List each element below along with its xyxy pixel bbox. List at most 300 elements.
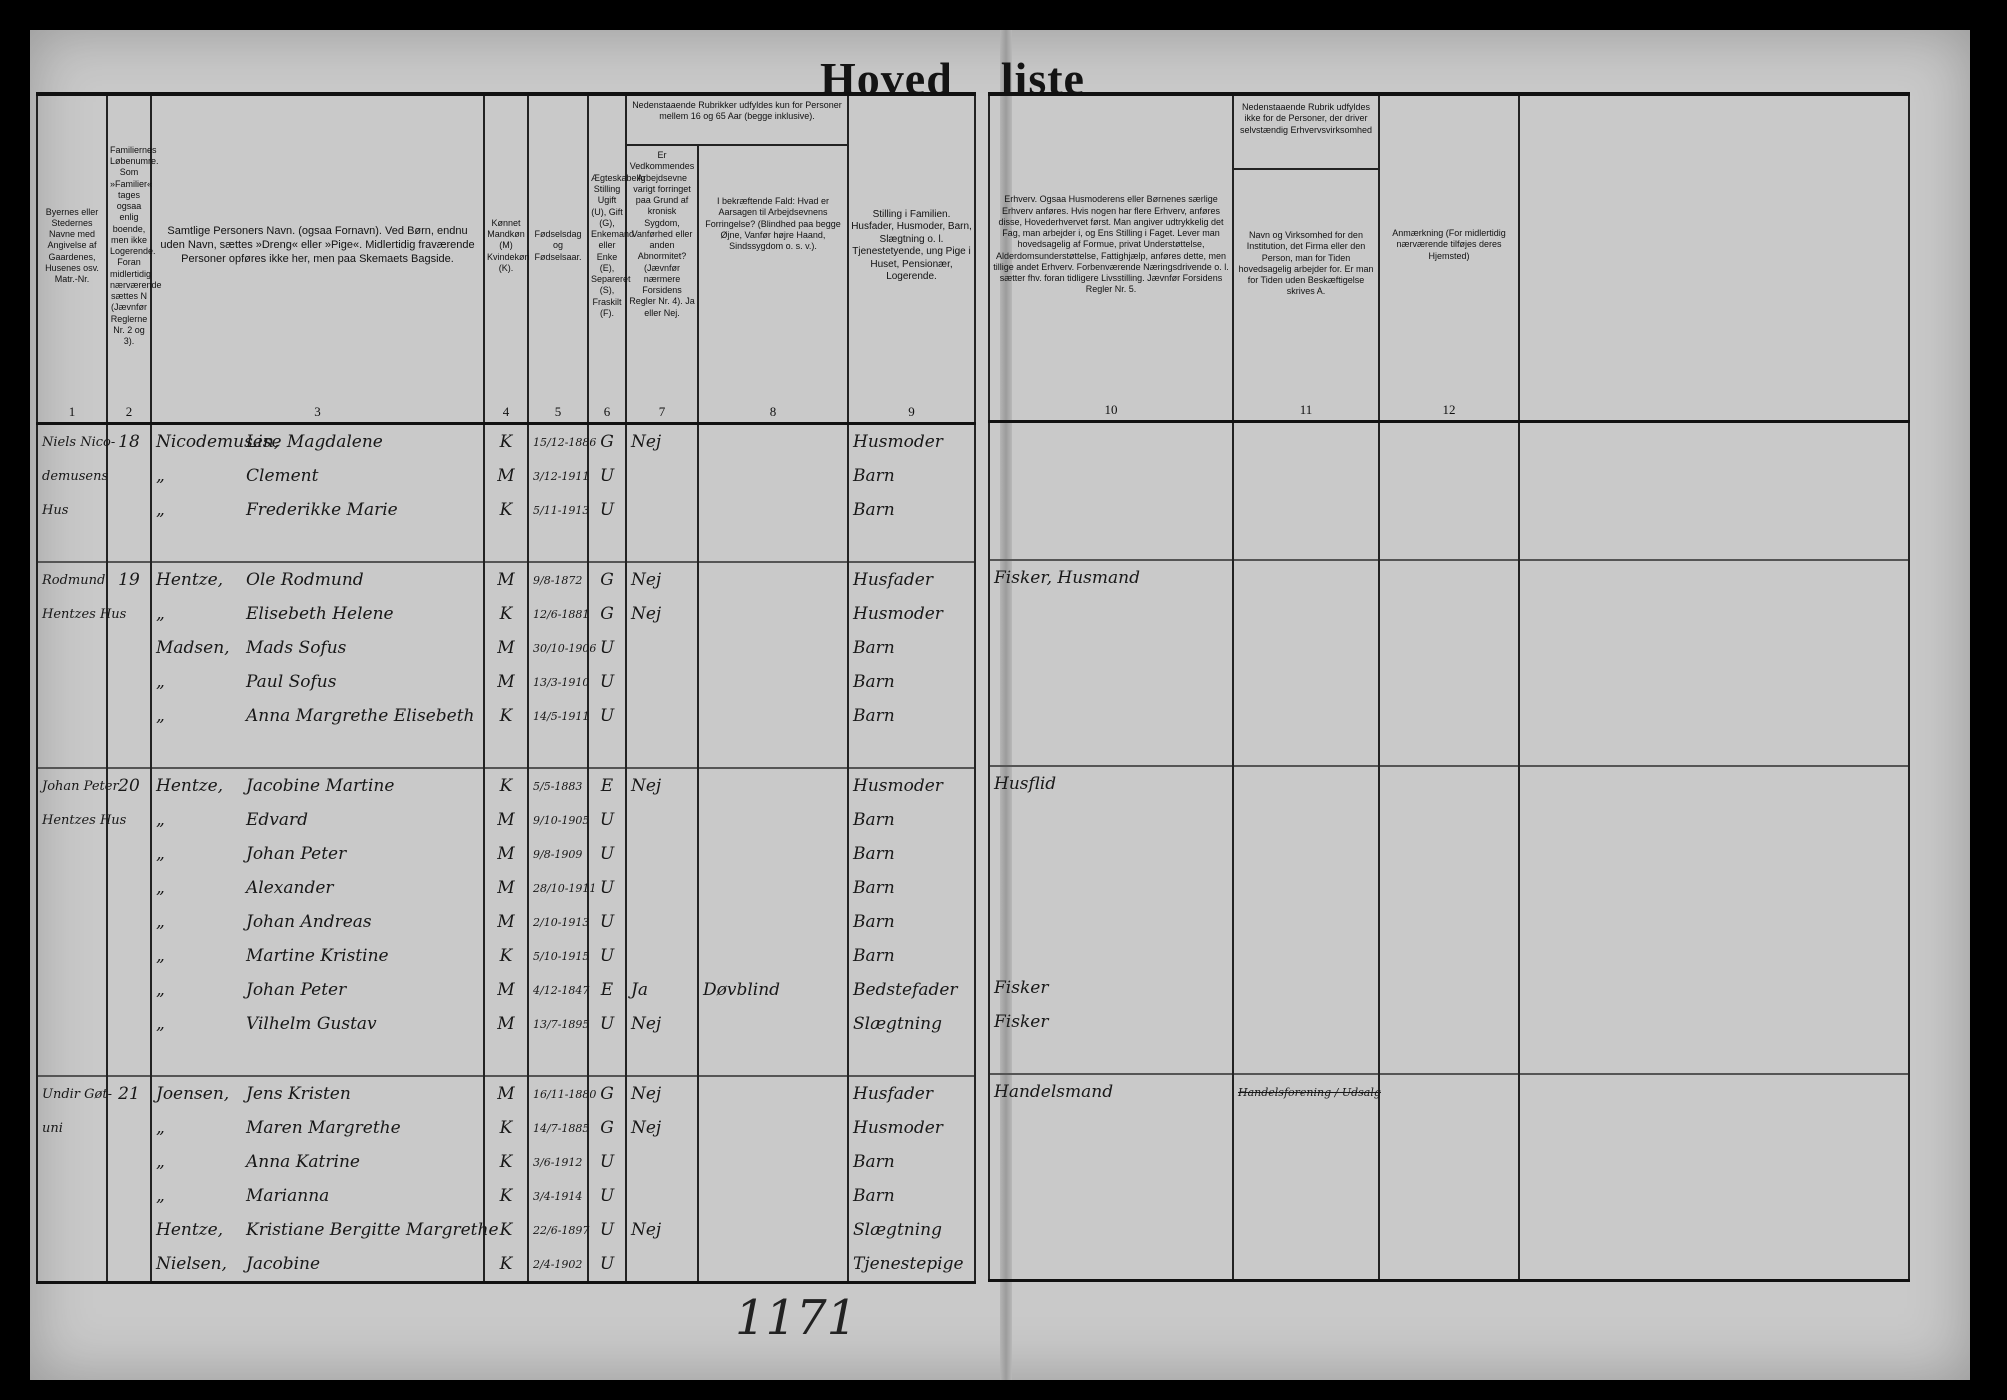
person-row-right	[989, 422, 1909, 458]
occupation-cell: Handelsmand	[989, 1074, 1233, 1109]
sex-cell: M	[484, 803, 528, 837]
person-row-right	[989, 869, 1909, 903]
work-ability-cell	[626, 939, 698, 973]
disability-cause-cell	[698, 699, 848, 733]
surname: „	[156, 672, 165, 692]
family-position-cell: Husfader	[848, 562, 975, 597]
remark-cell	[1379, 697, 1519, 731]
sex-cell: K	[484, 1179, 528, 1213]
header-blank	[1519, 94, 1909, 394]
name-cell	[151, 733, 484, 768]
person-row-right	[989, 1074, 1909, 1109]
employer-cell	[1233, 595, 1379, 629]
person-row-right	[989, 937, 1909, 971]
surname: Nicodemusen,	[156, 432, 280, 452]
person-row	[37, 803, 975, 837]
remark-cell	[1379, 731, 1519, 766]
civil-status-cell: E	[588, 768, 626, 803]
sex-cell: K	[484, 1111, 528, 1145]
disability-cause-cell	[698, 1213, 848, 1247]
civil-status-cell: U	[588, 493, 626, 527]
person-row	[37, 597, 975, 631]
remark-cell	[1379, 422, 1519, 458]
disability-cause-cell	[698, 1111, 848, 1145]
employer-cell	[1233, 1211, 1379, 1245]
occupation-cell	[989, 1109, 1233, 1143]
occupation-cell	[989, 835, 1233, 869]
given-names: Clement	[246, 466, 319, 486]
work-ability-cell: Nej	[626, 597, 698, 631]
name-cell	[151, 493, 484, 527]
header-col-8: I bekræftende Fald: Hvad er Aarsagen til Arbejdsevnens Forringelse? (Blindhed paa begge Øjne, Vanfør højre Haand, Sindssygdom o. s. v.).	[705, 196, 841, 251]
sex-cell: K	[484, 1213, 528, 1247]
given-names: Mads Sofus	[246, 638, 347, 658]
place-cell: Niels Nico-	[37, 424, 107, 460]
civil-status-cell: U	[588, 837, 626, 871]
civil-status-cell: U	[588, 459, 626, 493]
civil-status-cell	[588, 733, 626, 768]
birth-date-cell: 4/12-1847	[528, 973, 588, 1007]
remark-cell	[1379, 766, 1519, 801]
family-number-cell	[107, 1041, 151, 1076]
birth-date-cell: 15/12-1886	[528, 424, 588, 460]
family-position-cell: Husmoder	[848, 597, 975, 631]
surname: Hentze,	[156, 776, 224, 796]
surname: Hentze,	[156, 570, 224, 590]
family-number-cell	[107, 1145, 151, 1179]
sex-cell: M	[484, 871, 528, 905]
name-cell	[151, 973, 484, 1007]
surname: „	[156, 604, 165, 624]
col-num-3: 3	[151, 396, 484, 424]
employer-cell	[1233, 731, 1379, 766]
employer-cell	[1233, 869, 1379, 903]
register-rows-left	[37, 424, 975, 1283]
blank-cell	[1519, 491, 1909, 525]
place-cell	[37, 1041, 107, 1076]
disability-cause-cell	[698, 768, 848, 803]
family-position-cell: Barn	[848, 631, 975, 665]
birth-date-cell: 5/11-1913	[528, 493, 588, 527]
surname: „	[156, 878, 165, 898]
work-ability-cell	[626, 631, 698, 665]
remark-cell	[1379, 629, 1519, 663]
birth-date-cell: 3/6-1912	[528, 1145, 588, 1179]
name-cell	[151, 871, 484, 905]
person-row-right	[989, 1245, 1909, 1281]
employer-cell	[1233, 1109, 1379, 1143]
civil-status-cell: U	[588, 665, 626, 699]
remark-cell	[1379, 491, 1519, 525]
sex-cell: K	[484, 1247, 528, 1283]
family-number-cell	[107, 459, 151, 493]
sex-cell: K	[484, 597, 528, 631]
birth-date-cell: 22/6-1897	[528, 1213, 588, 1247]
birth-date-cell: 30/10-1906	[528, 631, 588, 665]
occupation-cell	[989, 422, 1233, 458]
disability-cause-cell	[698, 562, 848, 597]
birth-date-cell: 2/10-1913	[528, 905, 588, 939]
person-row-right	[989, 457, 1909, 491]
sex-cell: M	[484, 905, 528, 939]
register-table-left	[36, 92, 976, 1284]
family-number-cell: 20	[107, 768, 151, 803]
birth-date-cell: 2/4-1902	[528, 1247, 588, 1283]
blank-cell	[1519, 663, 1909, 697]
person-row	[37, 631, 975, 665]
work-ability-cell: Ja	[626, 973, 698, 1007]
occupation-cell	[989, 801, 1233, 835]
remark-cell	[1379, 869, 1519, 903]
name-cell	[151, 803, 484, 837]
given-names: Lise Magdalene	[246, 432, 383, 452]
sex-cell: K	[484, 768, 528, 803]
family-number-cell	[107, 837, 151, 871]
person-row	[37, 837, 975, 871]
occupation-cell	[989, 491, 1233, 525]
given-names: Anna Katrine	[246, 1152, 360, 1172]
register-table-right	[988, 92, 1910, 1282]
birth-date-cell: 9/8-1872	[528, 562, 588, 597]
birth-date-cell	[528, 733, 588, 768]
blank-cell	[1519, 1005, 1909, 1039]
blank-cell	[1519, 422, 1909, 458]
family-number-cell	[107, 631, 151, 665]
surname: „	[156, 466, 165, 486]
col-num-11: 11	[1233, 394, 1379, 422]
employer-cell	[1233, 525, 1379, 560]
sex-cell: M	[484, 837, 528, 871]
sex-cell: M	[484, 631, 528, 665]
civil-status-cell: U	[588, 699, 626, 733]
family-number-cell	[107, 939, 151, 973]
work-ability-cell	[626, 1247, 698, 1283]
birth-date-cell: 13/3-1910	[528, 665, 588, 699]
birth-date-cell: 14/5-1911	[528, 699, 588, 733]
employer-cell	[1233, 937, 1379, 971]
given-names: Kristiane Bergitte Margrethe	[246, 1220, 499, 1240]
work-ability-cell	[626, 871, 698, 905]
surname: Madsen,	[156, 638, 230, 658]
work-ability-cell	[626, 733, 698, 768]
civil-status-cell: U	[588, 1007, 626, 1041]
header-col-11-span: Nedenstaaende Rubrik udfyldes ikke for de Personer, der driver selvstændig Erhvervsvirksomhed	[1234, 96, 1378, 170]
place-cell	[37, 1247, 107, 1283]
birth-date-cell: 5/5-1883	[528, 768, 588, 803]
remark-cell	[1379, 1005, 1519, 1039]
blank-cell	[1519, 1211, 1909, 1245]
given-names: Jacobine	[246, 1254, 321, 1274]
blank-cell	[1519, 937, 1909, 971]
given-names: Vilhelm Gustav	[246, 1014, 377, 1034]
col-num-2: 2	[107, 396, 151, 424]
employer-cell	[1233, 1039, 1379, 1074]
sex-cell: K	[484, 493, 528, 527]
disability-cause-cell	[698, 1145, 848, 1179]
sex-cell: K	[484, 424, 528, 460]
person-row-right	[989, 1109, 1909, 1143]
surname: Nielsen,	[156, 1254, 227, 1274]
work-ability-cell	[626, 493, 698, 527]
person-row	[37, 1247, 975, 1283]
remark-cell	[1379, 1039, 1519, 1074]
col-num-12: 12	[1379, 394, 1519, 422]
place-cell: Hus	[37, 493, 107, 527]
remark-cell	[1379, 525, 1519, 560]
person-row-right	[989, 801, 1909, 835]
surname: „	[156, 912, 165, 932]
employer-cell	[1233, 663, 1379, 697]
surname: „	[156, 1152, 165, 1172]
family-position-cell: Bedstefader	[848, 973, 975, 1007]
header-col-78-span: Nedenstaaende Rubrikker udfyldes kun for Personer mellem 16 og 65 Aar (begge inklusive).	[627, 96, 847, 146]
name-cell	[151, 1213, 499, 1247]
work-ability-cell: Nej	[626, 768, 698, 803]
person-row-right	[989, 629, 1909, 663]
family-number-cell	[107, 1179, 151, 1213]
header-col-10: Erhverv. Ogsaa Husmoderens eller Børnenes særlige Erhverv anføres. Hvis nogen har flere Erhverv, anføres disse, Hovederhvervet først. Man angiver udtrykkelig det Fag, man arbejder i, og Ens Stilling i Faget. Lever man hovedsagelig af Formue, privat Understøttelse, Alderdomsunderstøttelse, Fattighjælp, anføres dette, men tillige andet Erhverv. Forbenværende Næringsdrivende o. l. sætter fhv. foran tidligere Livsstilling. Jævnfør Forsidens Regler Nr. 5.	[989, 94, 1233, 394]
surname: „	[156, 980, 165, 1000]
place-cell	[37, 1179, 107, 1213]
family-number-cell	[107, 871, 151, 905]
place-cell	[37, 837, 107, 871]
sex-cell: M	[484, 1007, 528, 1041]
family-number-cell: 21	[107, 1076, 151, 1111]
blank-cell	[1519, 971, 1909, 1005]
family-position-cell: Barn	[848, 837, 975, 871]
family-position-cell: Barn	[848, 699, 975, 733]
given-names: Maren Margrethe	[246, 1118, 401, 1138]
civil-status-cell: G	[588, 562, 626, 597]
disability-cause-cell	[698, 1247, 848, 1283]
civil-status-cell: G	[588, 424, 626, 460]
place-cell: demusens	[37, 459, 107, 493]
remark-cell	[1379, 560, 1519, 595]
occupation-cell	[989, 937, 1233, 971]
person-row-right	[989, 1211, 1909, 1245]
name-cell	[151, 631, 484, 665]
header-col-2: Familiernes Løbenumre. Som »Familier« tages ogsaa enlig boende, men ikke Logerende. Foran midlertidig nærværende sættes N (Jævnfør Reglerne Nr. 2 og 3).	[107, 94, 151, 396]
birth-date-cell: 12/6-1881	[528, 597, 588, 631]
name-cell	[151, 1145, 484, 1179]
blank-cell	[1519, 1109, 1909, 1143]
person-row-right	[989, 766, 1909, 801]
civil-status-cell: G	[588, 597, 626, 631]
person-row	[37, 1111, 975, 1145]
blank-cell	[1519, 1177, 1909, 1211]
person-row	[37, 527, 975, 562]
family-position-cell: Barn	[848, 665, 975, 699]
person-row-right	[989, 697, 1909, 731]
name-cell	[151, 1076, 484, 1111]
place-cell	[37, 631, 107, 665]
birth-date-cell: 13/7-1895	[528, 1007, 588, 1041]
birth-date-cell: 14/7-1885	[528, 1111, 588, 1145]
header-col-11: Navn og Virksomhed for den Institution, det Firma eller den Person, man for Tiden hovedsagelig arbejder for. Er man for Tiden uden Beskæftigelse skrives A.	[1238, 230, 1374, 297]
family-position-cell: Barn	[848, 493, 975, 527]
col-num-blank	[1519, 394, 1909, 422]
person-row	[37, 1145, 975, 1179]
blank-cell	[1519, 1074, 1909, 1109]
occupation-cell	[989, 903, 1233, 937]
col-num-8: 8	[698, 396, 848, 424]
blank-cell	[1519, 766, 1909, 801]
title-right: liste	[1000, 53, 1085, 104]
surname: Hentze,	[156, 1220, 224, 1240]
occupation-cell	[989, 663, 1233, 697]
civil-status-cell: G	[588, 1076, 626, 1111]
occupation-cell	[989, 1177, 1233, 1211]
sex-cell: M	[484, 562, 528, 597]
work-ability-cell: Nej	[626, 424, 698, 460]
given-names: Jacobine Martine	[246, 776, 395, 796]
sex-cell: M	[484, 973, 528, 1007]
person-row-right	[989, 1177, 1909, 1211]
disability-cause-cell	[698, 527, 848, 562]
header-col-6: Ægteskabelig Stilling Ugift (U), Gift (G), Enkemand eller Enke (E), Separeret (S), Fraskilt (F).	[588, 94, 626, 396]
occupation-cell	[989, 595, 1233, 629]
employer-cell	[1233, 971, 1379, 1005]
family-number-cell	[107, 733, 151, 768]
civil-status-cell	[588, 527, 626, 562]
family-number-cell	[107, 1111, 151, 1145]
name-cell	[151, 562, 484, 597]
civil-status-cell: U	[588, 803, 626, 837]
family-number-cell	[107, 1213, 151, 1247]
remark-cell	[1379, 971, 1519, 1005]
sex-cell	[484, 733, 528, 768]
person-row-right	[989, 560, 1909, 595]
surname: „	[156, 706, 165, 726]
given-names: Ole Rodmund	[246, 570, 364, 590]
work-ability-cell: Nej	[626, 1213, 698, 1247]
disability-cause-cell	[698, 459, 848, 493]
work-ability-cell	[626, 665, 698, 699]
occupation-cell	[989, 1211, 1233, 1245]
person-row-right	[989, 663, 1909, 697]
employer-cell	[1233, 491, 1379, 525]
family-position-cell: Tjenestepige	[848, 1247, 975, 1283]
blank-cell	[1519, 629, 1909, 663]
civil-status-cell: U	[588, 1247, 626, 1283]
sex-cell: K	[484, 939, 528, 973]
person-row	[37, 459, 975, 493]
name-cell	[151, 699, 484, 733]
blank-cell	[1519, 595, 1909, 629]
blank-cell	[1519, 457, 1909, 491]
family-number-cell	[107, 493, 151, 527]
person-row	[37, 1041, 975, 1076]
given-names: Johan Peter	[246, 844, 347, 864]
civil-status-cell: U	[588, 1145, 626, 1179]
sex-cell: K	[484, 1145, 528, 1179]
given-names: Johan Andreas	[246, 912, 372, 932]
given-names: Johan Peter	[246, 980, 347, 1000]
occupation-cell: Fisker	[989, 1005, 1233, 1039]
occupation-cell	[989, 869, 1233, 903]
occupation-cell	[989, 1245, 1233, 1281]
surname: „	[156, 500, 165, 520]
employer-cell	[1233, 457, 1379, 491]
given-names: Edvard	[246, 810, 309, 830]
employer-cell	[1233, 766, 1379, 801]
col-num-1: 1	[37, 396, 107, 424]
blank-cell	[1519, 835, 1909, 869]
civil-status-cell: U	[588, 631, 626, 665]
sex-cell: K	[484, 699, 528, 733]
family-position-cell: Barn	[848, 1145, 975, 1179]
work-ability-cell	[626, 905, 698, 939]
occupation-cell: Fisker	[989, 971, 1233, 1005]
remark-cell	[1379, 835, 1519, 869]
given-names: Anna Margrethe Elisebeth	[246, 706, 475, 726]
name-cell	[151, 1111, 484, 1145]
place-cell	[37, 939, 107, 973]
header-col-7-8	[626, 94, 848, 396]
col-num-9: 9	[848, 396, 975, 424]
family-position-cell	[848, 527, 975, 562]
blank-cell	[1519, 1143, 1909, 1177]
family-position-cell: Barn	[848, 939, 975, 973]
blank-cell	[1519, 697, 1909, 731]
employer-cell	[1233, 422, 1379, 458]
disability-cause-cell	[698, 1076, 848, 1111]
remark-cell	[1379, 1177, 1519, 1211]
place-cell	[37, 1145, 107, 1179]
family-position-cell: Barn	[848, 905, 975, 939]
name-cell	[151, 1179, 484, 1213]
col-num-4: 4	[484, 396, 528, 424]
name-cell	[151, 527, 484, 562]
sex-cell	[484, 527, 528, 562]
family-number-cell: 18	[107, 424, 151, 460]
family-position-cell: Husmoder	[848, 424, 975, 460]
disability-cause-cell	[698, 905, 848, 939]
col-num-6: 6	[588, 396, 626, 424]
family-number-cell	[107, 973, 151, 1007]
remark-cell	[1379, 1143, 1519, 1177]
disability-cause-cell	[698, 871, 848, 905]
person-row-right	[989, 1143, 1909, 1177]
given-names: Marianna	[246, 1186, 330, 1206]
occupation-cell: Fisker, Husmand	[989, 560, 1233, 595]
birth-date-cell: 9/8-1909	[528, 837, 588, 871]
employer-cell	[1233, 903, 1379, 937]
occupation-cell	[989, 1039, 1233, 1074]
name-cell	[151, 1247, 484, 1283]
blank-cell	[1519, 525, 1909, 560]
family-number-cell	[107, 699, 151, 733]
civil-status-cell: G	[588, 1111, 626, 1145]
given-names: Martine Kristine	[246, 946, 389, 966]
family-position-cell: Barn	[848, 1179, 975, 1213]
family-position-cell	[848, 1041, 975, 1076]
birth-date-cell: 16/11-1880	[528, 1076, 588, 1111]
blank-cell	[1519, 1245, 1909, 1281]
person-row	[37, 424, 975, 460]
birth-date-cell	[528, 1041, 588, 1076]
place-cell	[37, 733, 107, 768]
remark-cell	[1379, 937, 1519, 971]
place-cell	[37, 1213, 107, 1247]
birth-date-cell: 9/10-1905	[528, 803, 588, 837]
person-row	[37, 699, 975, 733]
place-cell	[37, 973, 107, 1007]
employer-cell	[1233, 801, 1379, 835]
occupation-cell	[989, 525, 1233, 560]
place-cell	[37, 905, 107, 939]
disability-cause-cell	[698, 939, 848, 973]
